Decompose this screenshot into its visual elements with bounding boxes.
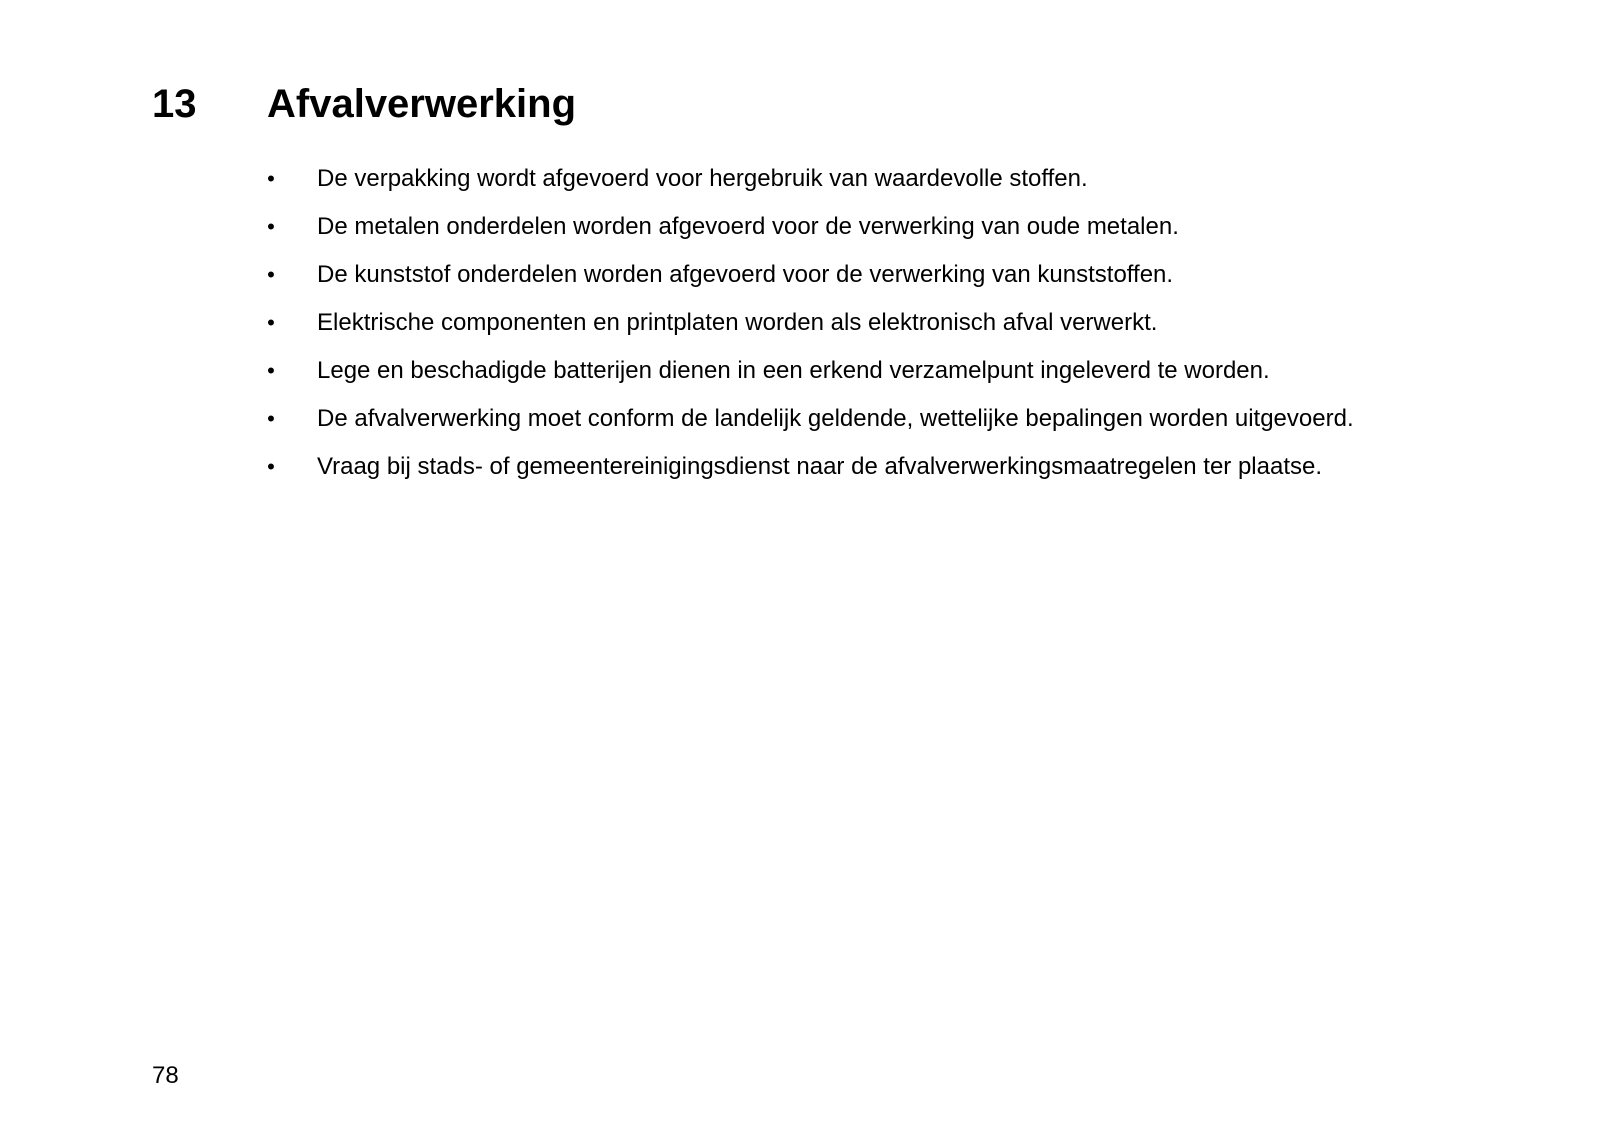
list-item-text: De afvalverwerking moet conform de landelijk geldende, wettelijke bepalingen worden uitgevoerd. xyxy=(317,405,1354,432)
bullet-icon: • xyxy=(267,262,275,287)
section-heading xyxy=(152,80,576,128)
list-item xyxy=(265,259,1465,290)
list-item-text: Vraag bij stads- of gemeentereinigingsdienst naar de afvalverwerkingsmaatregelen ter plaatse. xyxy=(317,453,1323,480)
list-item-text: De verpakking wordt afgevoerd voor hergebruik van waardevolle stoffen. xyxy=(317,165,1088,192)
list-item-text: De kunststof onderdelen worden afgevoerd voor de verwerking van kunststoffen. xyxy=(317,261,1174,288)
list-item xyxy=(265,355,1465,386)
bullet-icon: • xyxy=(267,406,275,431)
list-item xyxy=(265,211,1465,242)
list-item-text: Lege en beschadigde batterijen dienen in een erkend verzamelpunt ingeleverd te worden. xyxy=(317,357,1270,384)
list-item xyxy=(265,451,1465,482)
list-item-text: De metalen onderdelen worden afgevoerd voor de verwerking van oude metalen. xyxy=(317,213,1179,240)
bullet-icon: • xyxy=(267,454,275,479)
section-number: 13 xyxy=(152,82,197,126)
list-item xyxy=(265,307,1465,338)
bullet-icon: • xyxy=(267,214,275,239)
bullet-icon: • xyxy=(267,166,275,191)
list-item xyxy=(265,403,1465,434)
list-item-text: Elektrische componenten en printplaten worden als elektronisch afval verwerkt. xyxy=(317,309,1158,336)
section-title: Afvalverwerking xyxy=(267,82,577,126)
bullet-icon: • xyxy=(267,310,275,335)
list-item xyxy=(265,163,1465,194)
bullet-icon: • xyxy=(267,358,275,383)
disposal-instructions-list xyxy=(265,163,1465,499)
page-number: 78 xyxy=(152,1062,179,1089)
